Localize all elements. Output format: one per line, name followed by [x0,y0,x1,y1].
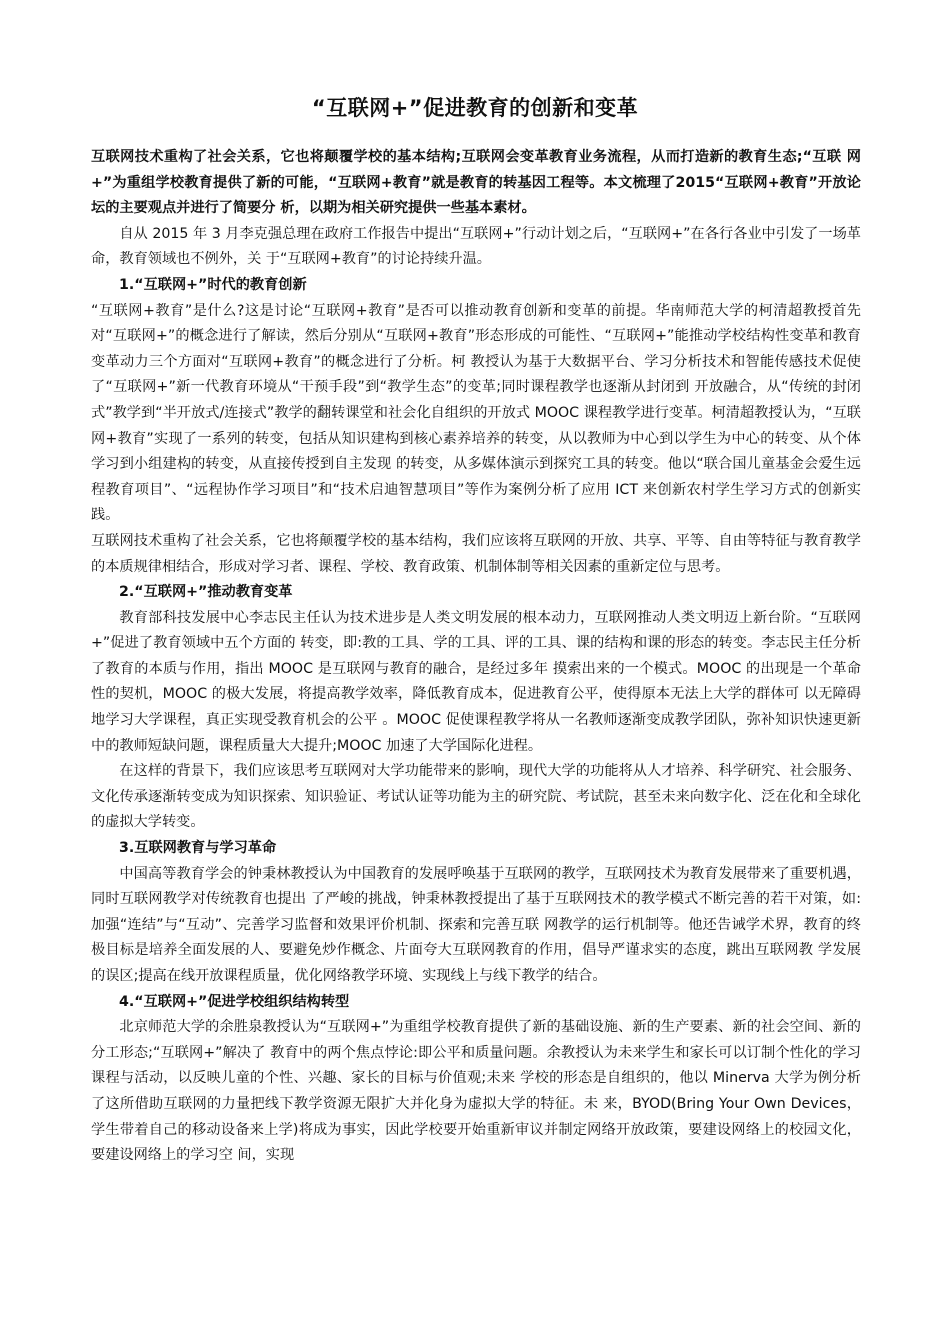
section-2-paragraph-1: 教育部科技发展中心李志民主任认为技术进步是人类文明发展的根本动力，互联网推动人类文明迈上新台阶。“互联网+”促进了教育领域中五个方面的 转变，即:教的工具、学的工具、评的工具、课的结构和课的形态的转变。李志民主任分析了教育的本质与作用，指出 MOOC 是互联网与教育的融合，是经过多年 摸索出来的一个模式。MOOC 的出现是一个革命性的契机，MOOC 的极大发展，将提高教学效率，降低教育成本，促进教育公平，使得原本无法上大学的群体可 以无障碍地学习大学课程，真正实现受教育机会的公平 。MOOC 促使课程教学将从一名教师逐渐变成教学团队，弥补知识快速更新中的教师短缺问题，课程质量大大提升;MOOC 加速了大学国际化进程。 [91,609,861,754]
section-3-paragraph-1: 中国高等教育学会的钟秉林教授认为中国教育的发展呼唤基于互联网的教学，互联网技术为教育发展带来了重要机遇，同时互联网教学对传统教育也提出 了严峻的挑战，钟秉林教授提出了基于互联网技术的教学模式不断完善的若干对策，如:加强“连结”与“互动”、完善学习监督和效果评价机制、探索和完善互联 网教学的运行机制等。他还告诫学术界，教育的终极目标是培养全面发展的人、要避免炒作概念、片面夸大互联网教育的作用，倡导严谨求实的态度，跳出互联网教 学发展的误区;提高在线开放课程质量，优化网络教学环境、实现线上与线下教学的结合。 [91,865,861,984]
section-4-paragraph-1: 北京师范大学的余胜泉教授认为“互联网+”为重组学校教育提供了新的基础设施、新的生产要素、新的社会空间、新的分工形态;“互联网+”解决了 教育中的两个焦点悖论:即公平和质量问题。余教授认为未来学生和家长可以订制个性化的学习课程与活动，以反映儿童的个性、兴趣、家长的目标与价值观;未来 学校的形态是自组织的，他以 Minerva 大学为例分析了这所借助互联网的力量把线下教学资源无限扩大并化身为虚拟大学的特征。未 来，BYOD(Bring Your Own Devices，学生带着自己的移动设备来上学)将成为事实，因此学校要开始重新审议并制定网络开放政策，要建设网络上的校园文化，要建设网络上的学习空 间，实现 [91,1019,861,1164]
section-heading-1: 1.“互联网+”时代的教育创新 [119,276,307,293]
abstract-paragraph: 互联网技术重构了社会关系，它也将颠覆学校的基本结构;互联网会变革教育业务流程，从而打造新的教育生态;“互联 网+”为重组学校教育提供了新的可能，“互联网+教育”就是教育的转基因工程等。本文梳理了2015“互联网+教育”开放论坛的主要观点并进行了简要分 析，以期为相关研究提供一些基本素材。 [91,149,861,217]
section-2-paragraph-2: 在这样的背景下，我们应该思考互联网对大学功能带来的影响，现代大学的功能将从人才培养、科学研究、社会服务、文化传承逐渐转变成为知识探索、知识验证、考试认证等功能为主的研究院、考试院，甚至未来向数字化、泛在化和全球化的虚拟大学转变。 [91,763,861,831]
section-heading-2: 2.“互联网+”推动教育变革 [119,584,293,601]
intro-paragraph: 自从 2015 年 3 月李克强总理在政府工作报告中提出“互联网+”行动计划之后，“互联网+”在各行各业中引发了一场革命，教育领域也不例外，关 于“互联网+教育”的讨论持续升温。 [91,225,861,268]
section-1-paragraph-2: 互联网技术重构了社会关系，它也将颠覆学校的基本结构，我们应该将互联网的开放、共享、平等、自由等特征与教育教学的本质规律相结合，形成对学习者、课程、学校、教育政策、机制体制等相关因素的重新定位与思考。 [91,532,861,575]
document-title: “互联网+”促进教育的创新和变革 [311,96,639,120]
section-heading-3: 3.互联网教育与学习革命 [119,840,277,857]
section-heading-4: 4.“互联网+”促进学校组织结构转型 [119,993,350,1010]
document-body [91,145,861,1169]
section-1-paragraph-1: “互联网+教育”是什么?这是讨论“互联网+教育”是否可以推动教育创新和变革的前提。华南师范大学的柯清超教授首先对“互联网+”的概念进行了解读，然后分别从“互联网+教育”形态形成的可能性、“互联网+”能推动学校结构性变革和教育变革动力三个方面对“互联网+教育”的概念进行了分析。柯 教授认为基于大数据平台、学习分析技术和智能传感技术促使了“互联网+”新一代教育环境从“干预手段”到“教学生态”的变革;同时课程教学也逐渐从封闭到 开放融合，从“传统的封闭式”教学到“半开放式/连接式”教学的翻转课堂和社会化自组织的开放式 MOOC 课程教学进行变革。柯清超教授认为，“互联网+教育”实现了一系列的转变，包括从知识建构到核心素养培养的转变，从以教师为中心到以学生为中心的转变、从个体学习到小组建构的转变，从直接传授到自主发现 的转变，从多媒体演示到探究工具的转变。他以“联合国儿童基金会爱生远程教育项目”、“远程协作学习项目”和“技术启迪智慧项目”等作为案例分析了应用 ICT 来创新农村学生学习方式的创新实践。 [91,302,861,524]
